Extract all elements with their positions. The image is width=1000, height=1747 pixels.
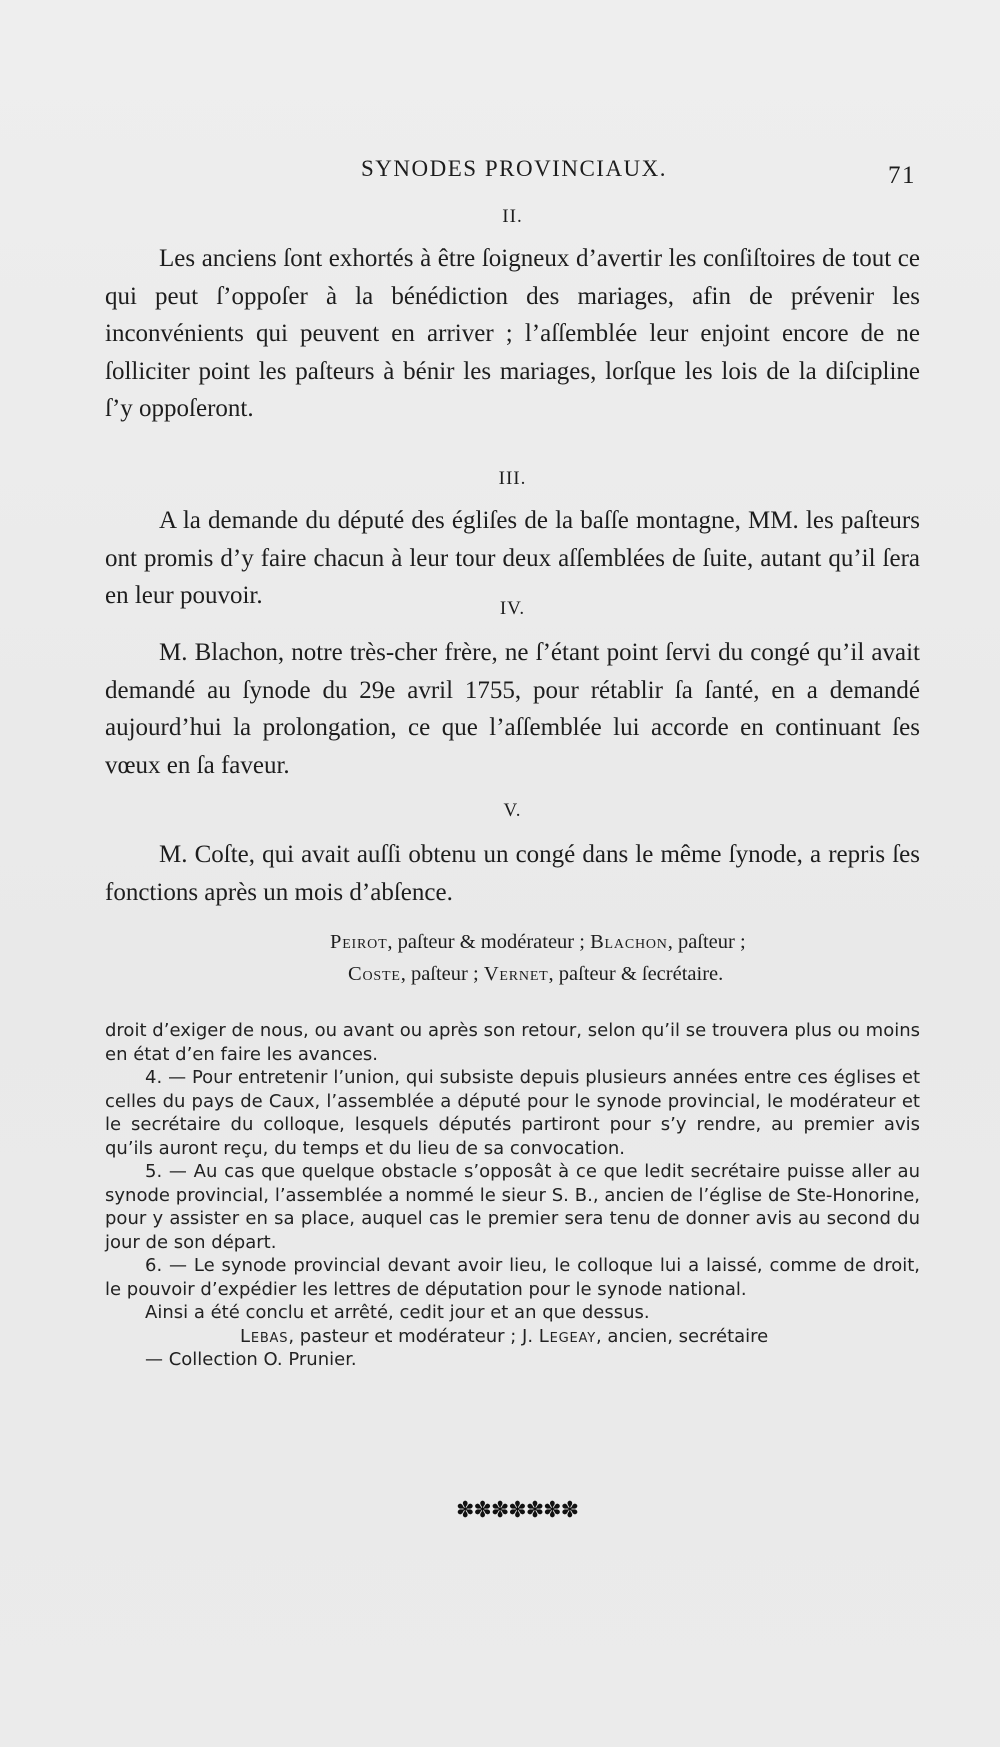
signature-line-1	[330, 926, 890, 958]
signatory-name: Legeay	[538, 1325, 596, 1347]
signatory-role: , paſteur ;	[667, 931, 746, 953]
page-number: 71	[888, 162, 916, 189]
footnote-signature	[105, 1325, 920, 1349]
signatory-role: , paſteur & ſecrétaire.	[548, 963, 724, 985]
article-2	[105, 206, 920, 428]
article-text: Les anciens ſont exhortés à être ſoigneux d’avertir les conſiſtoires de tout ce qui peut ſ’oppoſer à la bénédiction des mariages, afin de prévenir les inconvénients qui peuvent en arriver ; l’aſſemblée leur enjoint encore de ne ſolliciter point les paſteurs à bénir les mariages, lorſque les lois de la diſcipline ſ’y oppoſeront.	[105, 245, 920, 422]
signatory-name: Lebas	[240, 1325, 289, 1347]
article-numeral: II.	[502, 206, 523, 227]
footnote-paragraph: 5. — Au cas que quelque obstacle s’opposât à ce que ledit secrétaire puisse aller au synode provincial, l’assemblée a nommé le sieur S. B., ancien de l’église de Ste-Honorine, pour y assister en sa place, auquel cas le premier sera tenu de donner avis au second du jour de son départ.	[105, 1161, 920, 1253]
ornament-divider: ✽✽✽✽✽✽✽	[456, 1497, 579, 1522]
article-text: M. Blachon, notre très-cher frère, ne ſ’étant point ſervi du congé qu’il avait demandé au ſynode du 29e avril 1755, pour rétablir ſa ſanté, en a demandé aujourd’hui la prolongation, ce que l’aſſemblée lui accorde en continuant ſes vœux en ſa faveur.	[105, 639, 920, 779]
article-3	[105, 468, 920, 615]
signatory-name: Blachon	[590, 931, 668, 953]
footnote-source: — Collection O. Prunier.	[145, 1349, 357, 1370]
article-4	[105, 598, 920, 784]
signatory-name: Peirot	[330, 931, 388, 953]
article-text: M. Coſte, qui avait auſſi obtenu un congé dans le même ſynode, a repris ſes fonctions après un mois d’abſence.	[105, 841, 920, 906]
article-5	[105, 800, 920, 911]
article-text: A la demande du député des égliſes de la baſſe montagne, MM. les paſteurs ont promis d’y faire chacun à leur tour deux aſſemblées de ſuite, autant qu’il ſera en leur pouvoir.	[105, 507, 920, 609]
footnote-paragraph: 4. — Pour entretenir l’union, qui subsiste depuis plusieurs années entre ces églises et celles du pays de Caux, l’assemblée a député pour le synode provincial, le modérateur et le secrétaire du colloque, lesquels députés partiront pour s’y rendre, au premier avis qu’ils auront reçu, du temps et du lieu de sa convocation.	[105, 1067, 920, 1159]
signatory-name: Coste	[348, 963, 401, 985]
footnote-paragraph: 6. — Le synode provincial devant avoir lieu, le colloque lui a laissé, comme de droit, le pouvoir d’expédier les lettres de députation pour le synode national.	[105, 1255, 920, 1300]
signatory-role: , pasteur et modérateur ; J.	[288, 1325, 534, 1347]
footnote-paragraph: droit d’exiger de nous, ou avant ou après son retour, selon qu’il se trouvera plus ou moins en état d’en faire les avances.	[105, 1020, 920, 1065]
signatory-role: , ancien, secrétaire	[595, 1325, 769, 1347]
article-numeral: III.	[498, 468, 527, 489]
footnote	[105, 1019, 920, 1372]
signature-block	[330, 926, 890, 990]
running-title: SYNODES PROVINCIAUX.	[361, 156, 668, 181]
signatory-role: , paſteur ;	[400, 963, 479, 985]
article-numeral: IV.	[499, 598, 526, 619]
signatory-name: Vernet	[483, 963, 549, 985]
signatory-role: , paſteur & modérateur ;	[387, 931, 585, 953]
article-numeral: V.	[503, 800, 522, 821]
signature-line-2	[330, 958, 890, 990]
footnote-paragraph: Ainsi a été conclu et arrêté, cedit jour et an que dessus.	[145, 1302, 650, 1323]
